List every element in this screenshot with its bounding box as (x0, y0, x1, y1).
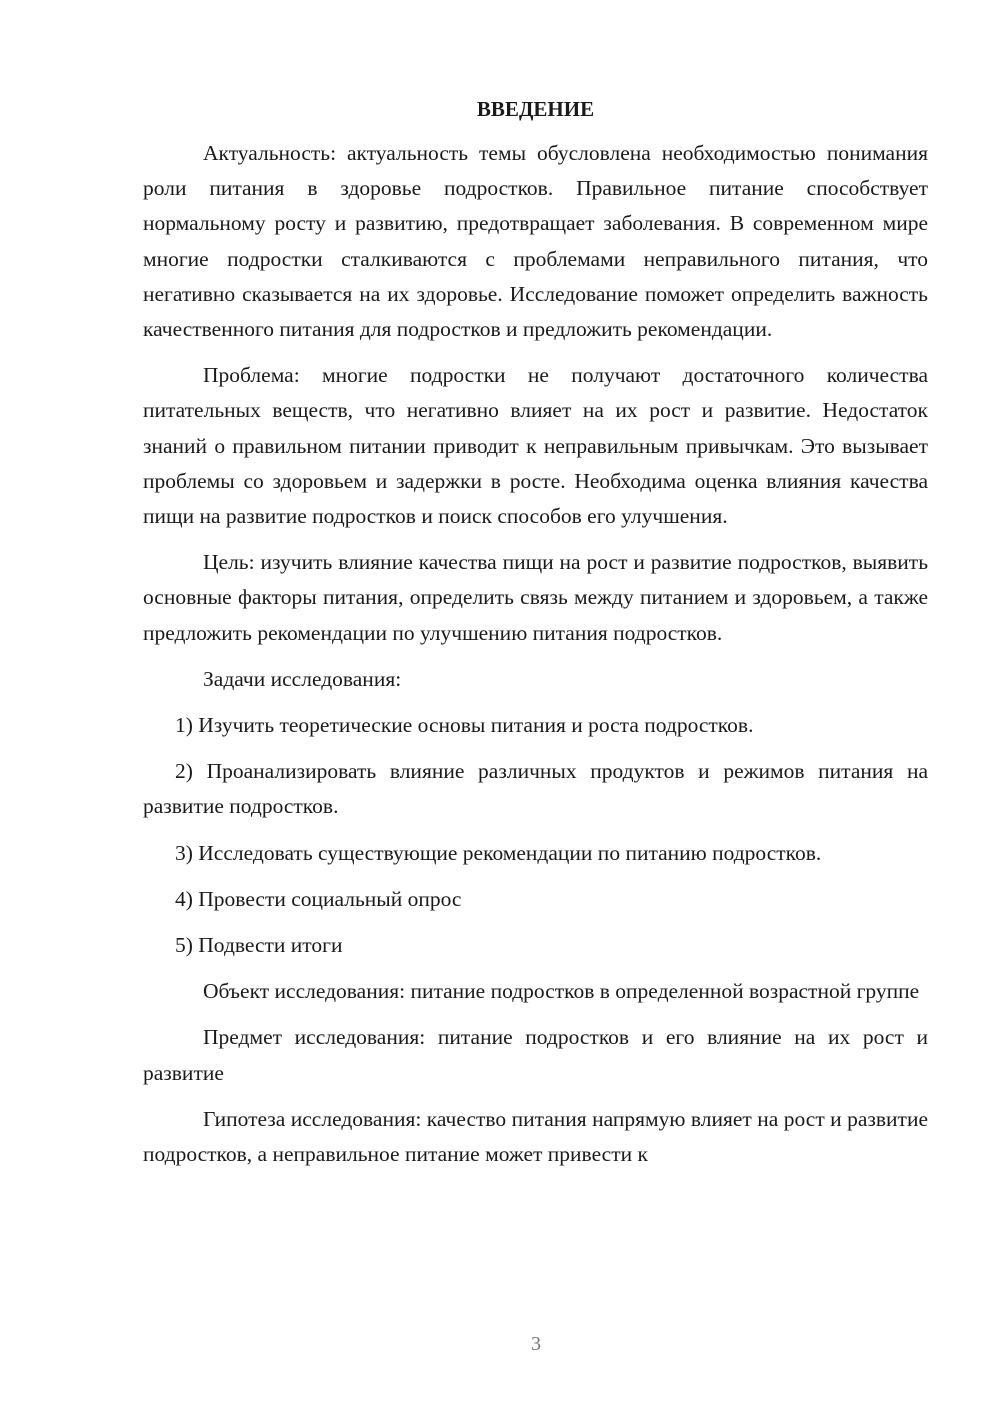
paragraph-problem: Проблема: многие подростки не получают достаточного количества питательных веществ, что негативно влияет на их рост и развитие. Недостаток знаний о правильном питании приводит к неправильным привычкам. Это вызывает проблемы со здоровьем и задержки в росте. Необходима оценка влияния качества пищи на развитие подростков и поиск способов его улучшения. (143, 363, 928, 529)
task-item-1: 1) Изучить теоретические основы питания и роста подростков. (175, 713, 754, 738)
task-item-4: 4) Провести социальный опрос (175, 886, 462, 911)
page-number: 3 (531, 1333, 541, 1355)
paragraph-subject: Предмет исследования: питание подростков и его влияние на их рост и развитие (143, 1025, 928, 1085)
document-page (143, 92, 928, 1183)
paragraph-object: Объект исследования: питание подростков в определенной возрастной группе (203, 979, 920, 1004)
paragraph-relevance: Актуальность: актуальность темы обусловлена необходимостью понимания роли питания в здоровье подростков. Правильное питание способствует нормальному росту и развитию, предотвращает заболевания. В современном мире многие подростки сталкиваются с проблемами неправильного питания, что негативно сказывается на их здоровье. Исследование поможет определить важность качественного питания для подростков и предложить рекомендации. (143, 141, 928, 342)
paragraph-hypothesis: Гипотеза исследования: качество питания напрямую влияет на рост и развитие подростков, а неправильное питание может привести к (143, 1106, 928, 1167)
task-item-2: 2) Проанализировать влияние различных продуктов и режимов питания на развитие подростков. (143, 759, 928, 819)
paragraph-tasks-heading: Задачи исследования: (203, 666, 402, 691)
task-item-3: 3) Исследовать существующие рекомендации по питанию подростков. (175, 840, 822, 865)
page-title: ВВЕДЕНИЕ (476, 97, 595, 121)
task-item-5: 5) Подвести итоги (175, 933, 343, 958)
paragraph-goal: Цель: изучить влияние качества пищи на рост и развитие подростков, выявить основные факторы питания, определить связь между питанием и здоровьем, а также предложить рекомендации по улучшению питания подростков. (143, 550, 928, 645)
